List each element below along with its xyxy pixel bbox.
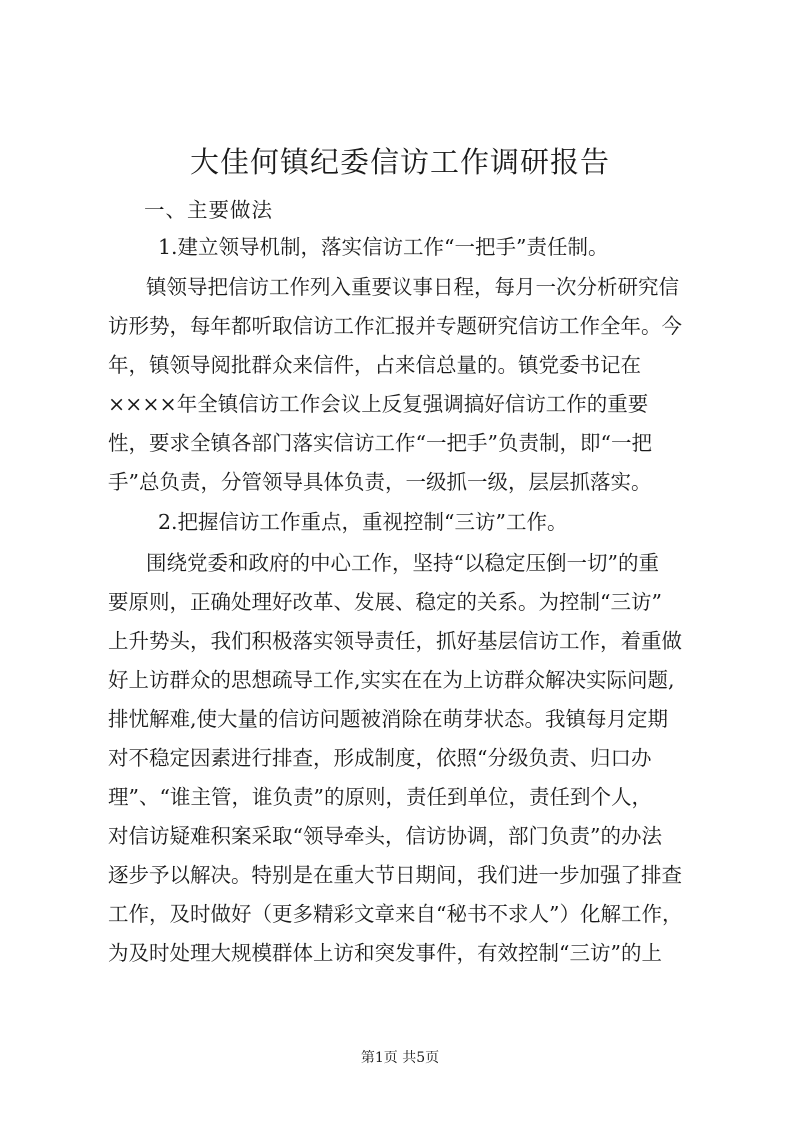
paragraph-line: 对信访疑难积案采取“领导牵头，信访协调，部门负责”的办法 <box>108 824 662 848</box>
paragraph-line: 排忧解难,使大量的信访问题被消除在萌芽状态。我镇每月定期 <box>108 707 669 731</box>
paragraph-line: 理”、“谁主管，谁负责”的原则，责任到单位，责任到个人， <box>108 785 652 809</box>
paragraph-line: 上升势头，我们积极落实领导责任，抓好基层信访工作，着重做 <box>108 629 682 653</box>
paragraph-line: 镇领导把信访工作列入重要议事日程，每月一次分析研究信 <box>146 275 679 299</box>
page-number: 第1页 共5页 <box>360 1050 440 1066</box>
paragraph-line: 围绕党委和政府的中心工作，坚持“以稳定压倒一切”的重 <box>146 551 659 575</box>
document-title: 大佳何镇纪委信访工作调研报告 <box>189 145 610 179</box>
paragraph-line: 对不稳定因素进行排查，形成制度，依照“分级负责、归口办 <box>108 746 652 770</box>
paragraph-line: 访形势，每年都听取信访工作汇报并专题研究信访工作全年。今 <box>108 314 682 338</box>
paragraph-line: 为及时处理大规模群体上访和突发事件，有效控制“三访”的上 <box>108 941 662 965</box>
section-heading: 一、主要做法 <box>144 198 273 222</box>
paragraph-line: 逐步予以解决。特别是在重大节日期间，我们进一步加强了排查 <box>108 863 682 887</box>
paragraph-line: 要原则，正确处理好改革、发展、稳定的关系。为控制“三访” <box>108 590 662 614</box>
paragraph-line: 手”总负责，分管领导具体负责，一级抓一级，层层抓落实。 <box>108 470 652 494</box>
paragraph-line: 年，镇领导阅批群众来信件，占来信总量的。镇党委书记在 <box>108 353 641 377</box>
paragraph-line: 工作，及时做好（更多精彩文章来自“秘书不求人”）化解工作， <box>108 902 683 926</box>
subheading: 2.把握信访工作重点，重视控制“三访”工作。 <box>158 510 568 534</box>
paragraph-line: 性，要求全镇各部门落实信访工作“一把手”负责制，即“一把 <box>108 431 652 455</box>
subheading: 1.建立领导机制，落实信访工作“一把手”责任制。 <box>158 235 609 259</box>
paragraph-line: 好上访群众的思想疏导工作,实实在在为上访群众解决实际问题, <box>108 668 675 692</box>
paragraph-line: ××××年全镇信访工作会议上反复强调搞好信访工作的重要 <box>108 392 649 416</box>
